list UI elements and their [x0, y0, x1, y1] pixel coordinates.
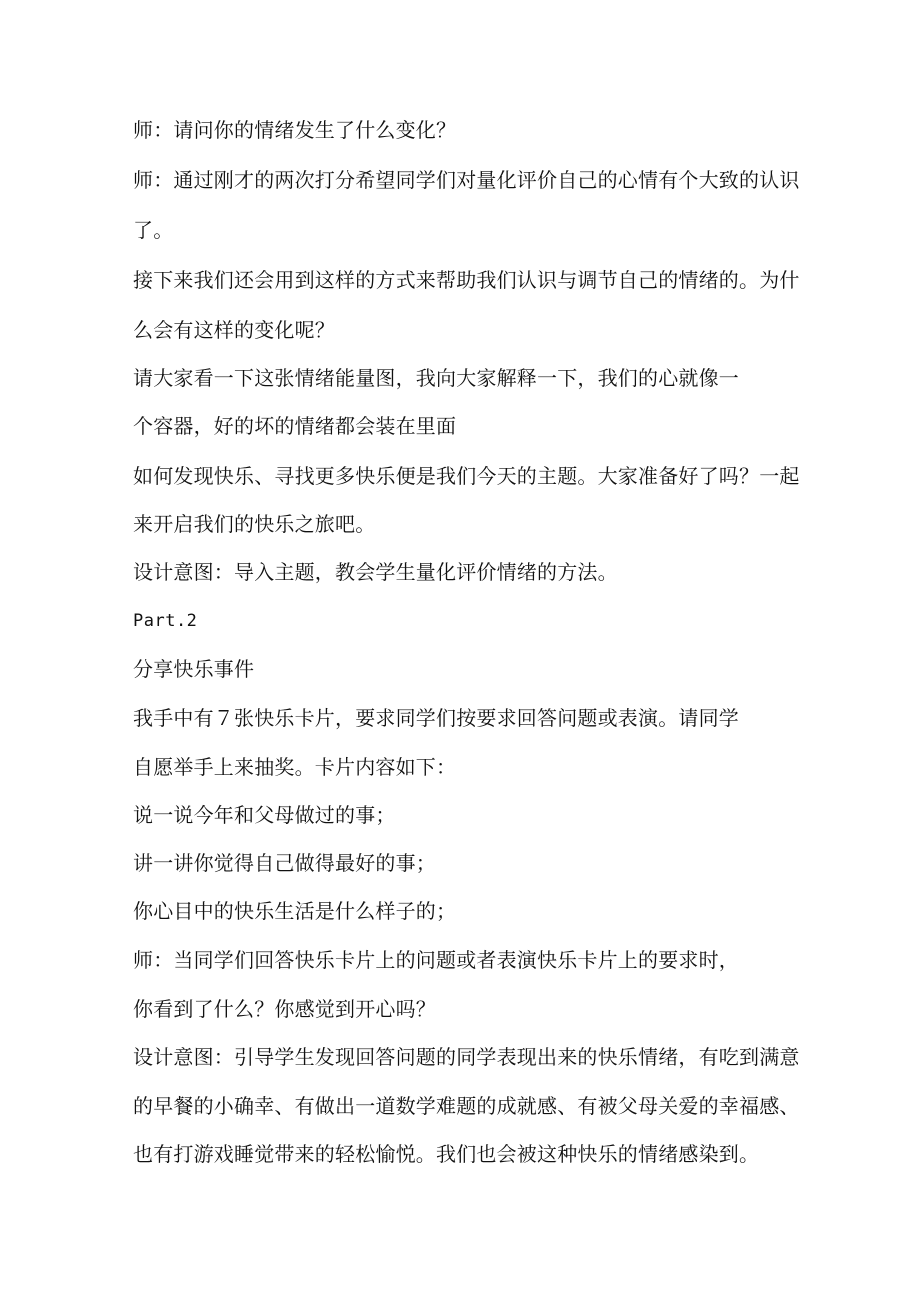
- list-item: 你心目中的快乐生活是什么样子的；: [133, 899, 457, 923]
- text-line: 你看到了什么？你感觉到开心吗？: [133, 997, 436, 1021]
- text-line: 自愿举手上来抽奖。卡片内容如下：: [133, 755, 457, 779]
- text-line: 我手中有７张快乐卡片，要求同学们按要求回答问题或表演。请同学: [133, 706, 739, 730]
- section-title: 分享快乐事件: [133, 657, 255, 681]
- text-line: 请大家看一下这张情绪能量图，我向大家解释一下，我们的心就像一: [133, 366, 739, 390]
- text-line: 也有打游戏睡觉带来的轻松愉悦。我们也会被这种快乐的情绪感染到。: [133, 1142, 760, 1166]
- text-line: 的早餐的小确幸、有做出一道数学难题的成就感、有被父母关爱的幸福感、: [133, 1094, 800, 1118]
- section-heading-part: Part.2: [133, 611, 198, 631]
- text-line: 师：当同学们回答快乐卡片上的问题或者表演快乐卡片上的要求时，: [133, 948, 739, 972]
- text-line: 了。: [133, 218, 174, 242]
- list-item: 讲一讲你觉得自己做得最好的事；: [133, 851, 436, 875]
- text-line: 设计意图：导入主题，教会学生量化评价情绪的方法。: [133, 560, 618, 584]
- text-line: 如何发现快乐、寻找更多快乐便是我们今天的主题。大家准备好了吗？一起: [133, 464, 800, 488]
- text-line: 设计意图：引导学生发现回答问题的同学表现出来的快乐情绪，有吃到满意: [133, 1045, 800, 1069]
- text-line: 师：通过刚才的两次打分希望同学们对量化评价自己的心情有个大致的认识: [133, 168, 800, 192]
- text-line: 师：请问你的情绪发生了什么变化？: [133, 118, 457, 142]
- text-line: 接下来我们还会用到这样的方式来帮助我们认识与调节自己的情绪的。为什: [133, 268, 800, 292]
- list-item: 说一说今年和父母做过的事；: [133, 803, 396, 827]
- text-line: 来开启我们的快乐之旅吧。: [133, 512, 376, 536]
- text-line: 个容器，好的坏的情绪都会装在里面: [133, 414, 457, 438]
- text-line: 么会有这样的变化呢？: [133, 318, 335, 342]
